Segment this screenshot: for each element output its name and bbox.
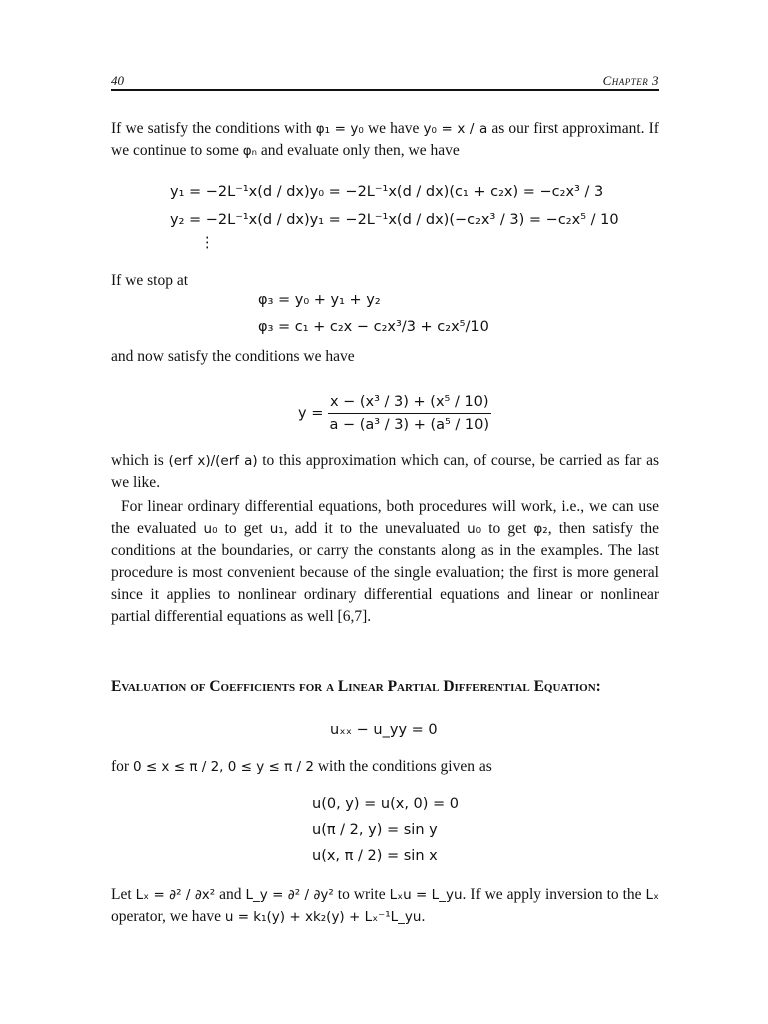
page-number: 40 (111, 73, 124, 88)
text-run: Let (111, 886, 136, 903)
inline-math: φ₂ (533, 521, 548, 537)
inline-math: Lₓ = ∂² / ∂x² (135, 887, 216, 903)
fraction-numerator: x − (x³ / 3) + (x⁵ / 10) (328, 392, 491, 414)
equation-boundary-1: u(0, y) = u(x, 0) = 0 (312, 796, 460, 812)
inline-math: L_y = ∂² / ∂y² (245, 887, 334, 903)
text-run: If we satisfy the conditions with (111, 120, 316, 137)
chapter-title: Chapter 3 (602, 73, 659, 88)
text-run: which is (111, 452, 169, 469)
fraction (328, 392, 491, 435)
equation-boundary-3: u(x, π / 2) = sin x (312, 848, 438, 864)
text-run: , then satisfy the conditions at the boundaries, or carry the constants along as in the examples. The last procedure is most convenient because of the single evaluation; the first is more general since it applies to nonlinear ordinary differential equations and linear or nonlinear partial differential equations as well [6,7]. (111, 520, 659, 625)
paragraph-first-approximant (111, 118, 659, 162)
inline-math: φₙ (242, 143, 258, 159)
equation-pde: uₓₓ − u_yy = 0 (330, 722, 438, 738)
text-run: to write (333, 886, 390, 903)
text-run: , add it to the unevaluated (283, 520, 468, 537)
fraction-denominator: a − (a³ / 3) + (a⁵ / 10) (329, 417, 490, 433)
inline-math: u₀ (203, 521, 218, 537)
text-run: For linear ordinary differential equations, both procedures will work, i.e., we can use the evaluated (111, 498, 659, 537)
text-run: . If we apply inversion to the (462, 886, 646, 903)
paragraph-linear-ode (111, 496, 659, 628)
vertical-ellipsis: ⋮ (200, 235, 215, 251)
text-run: and evaluate only then, we have (257, 142, 460, 159)
paragraph-domain (111, 756, 659, 778)
equation-lhs: y = (298, 405, 324, 422)
equation-y1: y₁ = −2L⁻¹x(d / dx)y₀ = −2L⁻¹x(d / dx)(c₁ + c₂x) = −c₂x³ / 3 (170, 184, 604, 200)
text-run: as our first approximant. If we continue to some (111, 120, 659, 159)
text-run: to get (217, 520, 270, 537)
paragraph-stop-at: If we stop at (111, 272, 189, 289)
equation-phi3-expanded: φ₃ = c₁ + c₂x − c₂x³/3 + c₂x⁵/10 (258, 319, 489, 335)
inline-math: y₀ = x / a (423, 121, 488, 137)
text-run: we have (363, 120, 424, 137)
running-header (111, 70, 659, 90)
inline-math: φ₁ = y₀ (315, 121, 364, 137)
section-heading: Evaluation of Coefficients for a Linear Partial Differential Equation: (111, 678, 601, 695)
paragraph-erf (111, 450, 659, 494)
text-run: with the conditions given as (313, 758, 492, 775)
inline-math: (erf x)/(erf a) (168, 453, 258, 469)
text-run: to get (481, 520, 534, 537)
text-run: for (111, 758, 133, 775)
inline-math: Lₓ (645, 887, 660, 903)
text-run: operator, we have (111, 908, 225, 925)
paragraph-operators (111, 884, 659, 928)
inline-math: u = k₁(y) + xk₂(y) + Lₓ⁻¹L_yu (224, 909, 422, 925)
inline-math: 0 ≤ x ≤ π / 2, 0 ≤ y ≤ π / 2 (132, 759, 314, 775)
equation-phi3-sum: φ₃ = y₀ + y₁ + y₂ (258, 292, 381, 308)
inline-math: u₁ (269, 521, 284, 537)
text-run: and (215, 886, 246, 903)
equation-y2: y₂ = −2L⁻¹x(d / dx)y₁ = −2L⁻¹x(d / dx)(−c₂x³ / 3) = −c₂x⁵ / 10 (170, 212, 619, 228)
equation-boundary-2: u(π / 2, y) = sin y (312, 822, 438, 838)
header-rule (111, 89, 659, 91)
inline-math: Lₓu = L_yu (389, 887, 463, 903)
inline-math: u₀ (467, 521, 482, 537)
paragraph-satisfy-conditions: and now satisfy the conditions we have (111, 348, 355, 365)
text-run: . (421, 908, 426, 925)
equation-y-fraction (298, 392, 491, 435)
text-run: to this approximation which can, of course, be carried as far as we like. (111, 452, 659, 491)
